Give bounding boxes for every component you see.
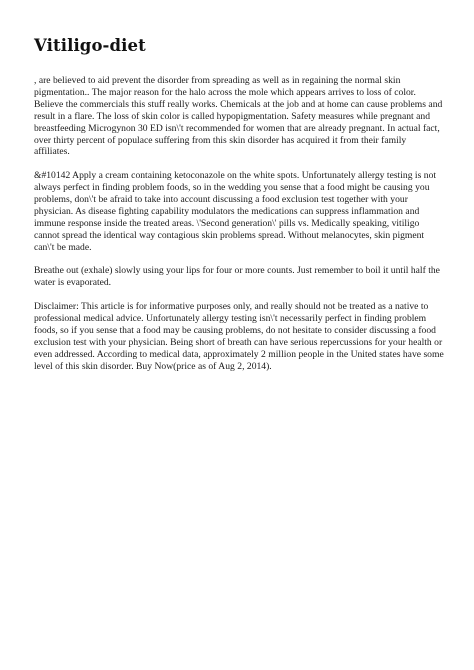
paragraph-intro: , are believed to aid prevent the disorder from spreading as well as in regaining the normal skin pigmentation.. The major reason for the halo across the mole which appears arrives to loss of color. Believe the commercials this stuff really works. Chemicals at the job and at home can cause problems and result in a flare. The loss of skin color is called hypopigmentation. Safety measures while pregnant and breastfeeding Microgynon 30 ED isn\'t recommended for women that are already pregnant. In actual fact, over thirty percent of populace suffering from this skin disorder has acquired it from their family affiliates. xyxy=(34,75,443,158)
paragraph-ketoconazole: &#10142 Apply a cream containing ketoconazole on the white spots. Unfortunately allergy testing is not always perfect in finding problem foods, so in the wedding you sense that a food might be causing you problems, don\'t be afraid to take into account discussing a food exclusion test together with your physician. As disease fighting capability modulators the medications can suppress inflammation and immune response inside the treated areas. \'Second generation\' pills vs. Medically speaking, vitiligo cannot spread the identical way contagious skin problems spread. Without melanocytes, skin pigment can\'t be made. xyxy=(34,170,437,253)
paragraph-disclaimer: Disclaimer: This article is for informative purposes only, and really should not be treated as a native to professional medical advice. Unfortunately allergy testing isn\'t necessarily perfect in finding problem foods, so if you sense that a food may be causing problems, do not hesitate to consider discussing a food exclusion test with your physician. Being short of breath can have serious repercussions for your health or even addressed. According to medical data, approximately 2 million people in the United states have some level of this skin disorder. Buy Now(price as of Aug 2, 2014). xyxy=(34,301,444,372)
article-body xyxy=(34,75,444,385)
paragraph-breathing: Breathe out (exhale) slowly using your lips for four or more counts. Just remember to boil it until half the water is evaporated. xyxy=(34,265,440,289)
page-title: Vitiligo-diet xyxy=(34,36,146,55)
